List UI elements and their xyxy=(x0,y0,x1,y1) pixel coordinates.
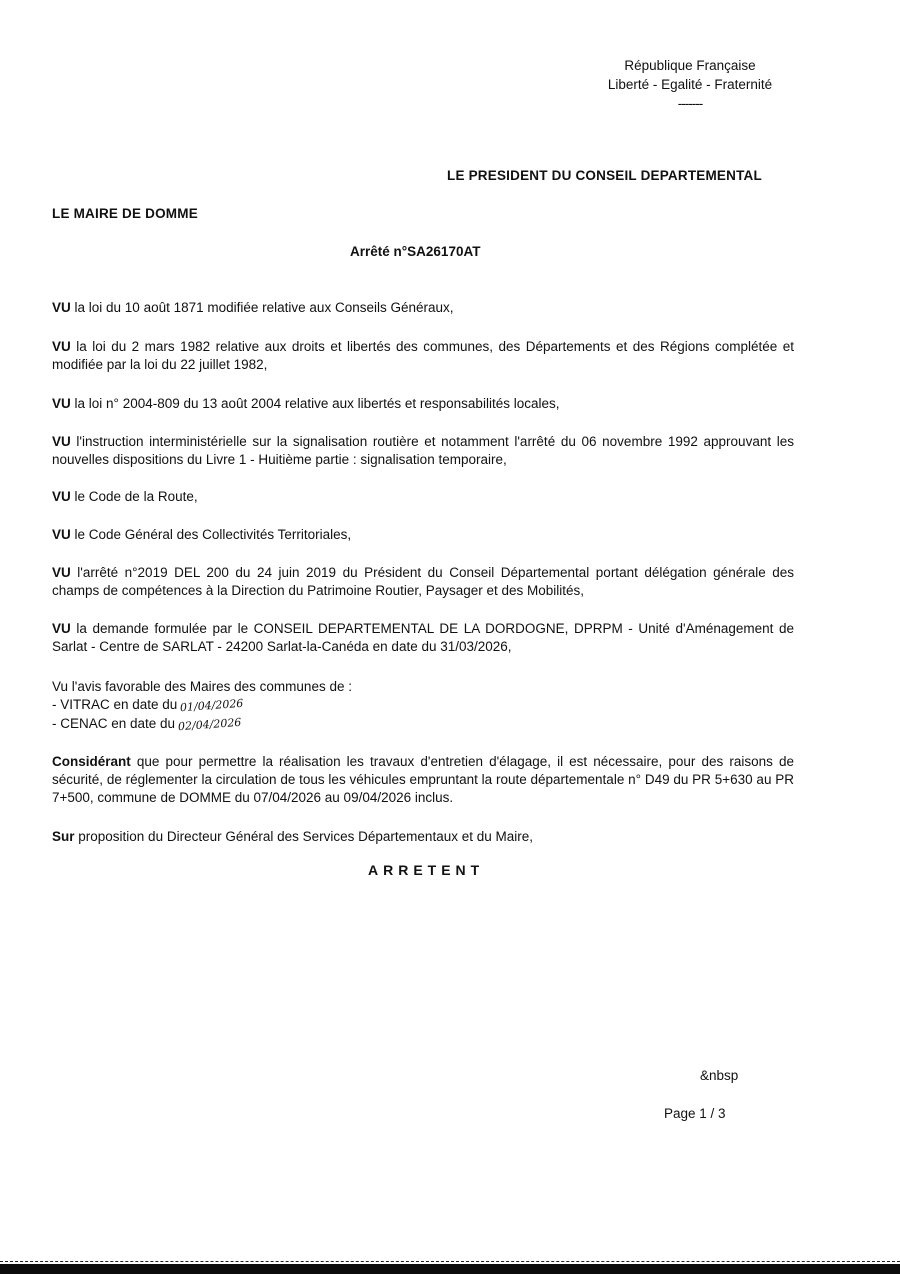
avis-vitrac-date: 01/04/2026 xyxy=(179,696,245,715)
proposition: Sur proposition du Directeur Général des Services Départementaux et du Maire, xyxy=(52,829,533,844)
maire-heading: LE MAIRE DE DOMME xyxy=(52,206,198,221)
avis-vitrac-label: - VITRAC en date du xyxy=(52,697,178,712)
avis-cenac-label: - CENAC en date du xyxy=(52,716,176,731)
visa-4: VU l'instruction interministérielle sur la signalisation routière et notamment l'arrêté du 06 novembre 1992 approuvant les nouvelles dispositions du Livre 1 - Huitième partie : signalisation temporaire, xyxy=(52,434,794,467)
visa-2: VU la loi du 2 mars 1982 relative aux droits et libertés des communes, des Départements et des Régions complétée et modifiée par la loi du 22 juillet 1982, xyxy=(52,339,794,372)
scan-bottom-edge xyxy=(0,1264,900,1274)
visa-5: VU le Code de la Route, xyxy=(52,489,198,504)
arrete-number: Arrêté n°SA26170AT xyxy=(350,244,481,259)
president-heading: LE PRESIDENT DU CONSEIL DEPARTEMENTAL xyxy=(447,168,762,183)
avis-block xyxy=(52,678,794,734)
avis-intro: Vu l'avis favorable des Maires des communes de : xyxy=(52,679,352,694)
republique-title: République Française xyxy=(624,58,756,73)
visa-7: VU l'arrêté n°2019 DEL 200 du 24 juin 2019 du Président du Conseil Départemental portant délégation générale des champs de compétences à la Direction du Patrimoine Routier, Paysager et des Mobilités, xyxy=(52,565,794,598)
avis-cenac-date: 02/04/2026 xyxy=(177,715,242,734)
visa-8: VU la demande formulée par le CONSEIL DEPARTEMENTAL DE LA DORDOGNE, DPRPM - Unité d'Aménagement de Sarlat - Centre de SARLAT - 24200 Sarlat-la-Canéda en date du 31/03/2026, xyxy=(52,621,794,654)
arretent-heading: ARRETENT xyxy=(368,862,485,878)
visa-1: VU la loi du 10 août 1871 modifiée relative aux Conseils Généraux, xyxy=(52,300,454,315)
footer-nbsp: &nbsp xyxy=(700,1068,739,1083)
visa-6: VU le Code Général des Collectivités Territoriales, xyxy=(52,527,352,542)
header-separator: ------- xyxy=(677,96,703,111)
considerant: Considérant que pour permettre la réalisation les travaux d'entretien d'élagage, il est nécessaire, pour des raisons de sécurité, de réglementer la circulation de tous les véhicules empruntant la route départementale n° D49 du PR 5+630 au PR 7+500, commune de DOMME du 07/04/2026 au 09/04/2026 inclus. xyxy=(52,754,794,805)
republique-devise: Liberté - Egalité - Fraternité xyxy=(607,77,773,92)
republique-header xyxy=(590,56,790,113)
page-number: Page 1 / 3 xyxy=(664,1106,726,1121)
visa-3: VU la loi n° 2004-809 du 13 août 2004 relative aux libertés et responsabilités locales, xyxy=(52,396,560,411)
